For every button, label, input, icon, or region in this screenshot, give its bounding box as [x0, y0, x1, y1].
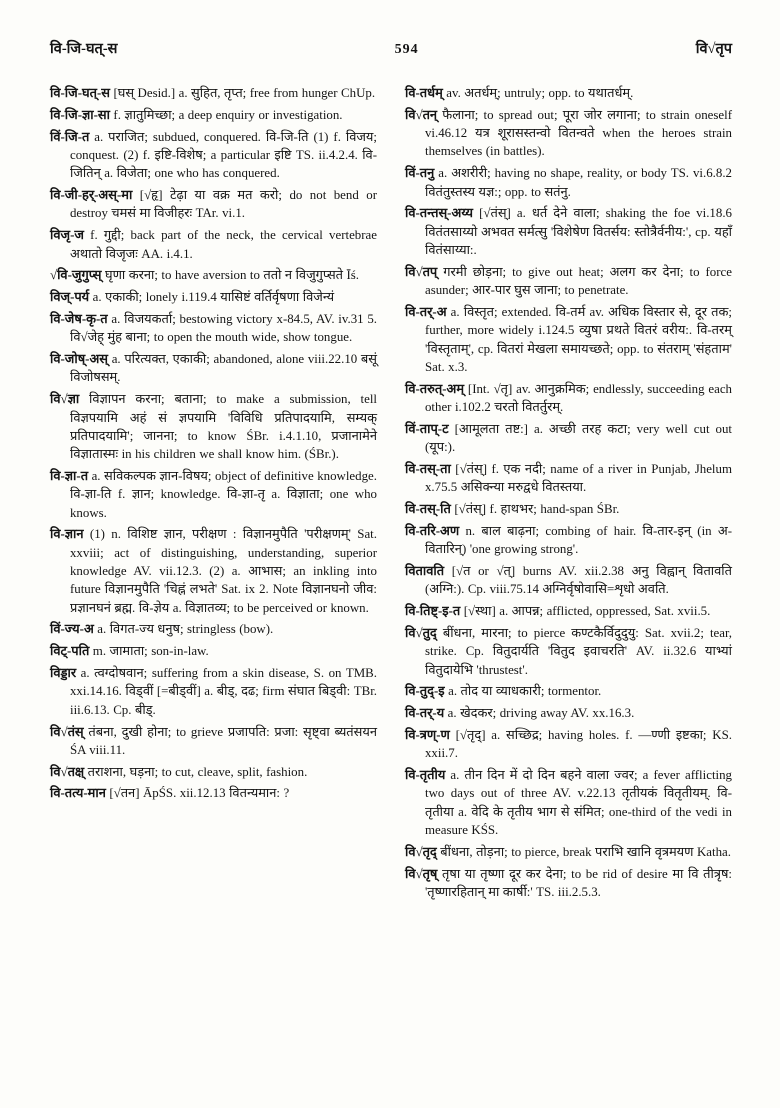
- entry-body: [आमूलता तष्ट:] a. अच्छी तरह कटा; very well cut out (यूप:).: [424, 421, 732, 455]
- dictionary-entry: [405, 500, 732, 518]
- entry-body: [Int. √तृ] av. आनुक्रमिक; endlessly, succeeding each other i.102.2 चरतो वितर्तुरम्.: [424, 381, 732, 414]
- dictionary-entry: [405, 106, 732, 161]
- dictionary-entry: [50, 784, 377, 802]
- dictionary-entry: [405, 303, 732, 376]
- entry-body: बींधना, तोड़ना; to pierce, break पराभि खानि वृत्रमयण Katha.: [436, 844, 731, 859]
- dictionary-entry: [50, 310, 377, 347]
- entry-headword: विं-तनु: [405, 166, 435, 181]
- entry-body: [√तन] ĀpŚS. xii.12.13 वितन्यमान: ?: [105, 786, 290, 801]
- entry-headword: वि-तरि-अण: [405, 523, 460, 538]
- entry-body: [√तंस्] f. एक नदी; name of a river in Punjab, Jhelum x.75.5 असिक्न्या मरुद्वधे वितस्तया.: [424, 461, 732, 495]
- entry-body: तंबना, दुखी होना; to grieve प्रजापति: प्रजा: सृष्ट्वा ब्यतंसयन ŚA viii.11.: [69, 724, 377, 757]
- dictionary-entry: [405, 602, 732, 620]
- entry-body: a. अशरीरी; having no shape, reality, or body TS. vi.6.8.2 वितंतुस्तस्य यज्ञ:; opp. to सतंनु.: [424, 166, 732, 199]
- running-head-left: वि-जि-घत्-स: [50, 41, 118, 57]
- entry-headword: वि√तक्ष्: [50, 764, 85, 779]
- entry-headword: वि√ज्ञा: [50, 392, 80, 407]
- entry-body: घृणा करना; to have aversion to ततो न विजुगुप्सते Īś.: [101, 268, 360, 283]
- entry-body: (1) n. विशिष्ट ज्ञान, परीक्षण : विज्ञानमुपैति 'परीक्षणम्' Sat. xxviii; act of distinguishing, understanding, superior knowledge AV. vii.12.3. (2) a. आभास; an inkling into future विज्ञानमुपैति 'चिह्नं लभते' Sat. ix 2. Note विज्ञानघनो जीव: प्रज्ञानघनं ब्रह्म. वि-ज्ञेय a. विज्ञातव्य; to be perceived or known.: [69, 527, 377, 615]
- entry-headword: वि-जोष्-अस्: [50, 352, 109, 367]
- dictionary-entry: [405, 843, 732, 861]
- entry-body: [√तृद्] a. सच्छिद्र; having holes. f. —ण्णी इष्टका; KS. xxii.7.: [424, 728, 732, 761]
- entry-body: a. विस्तृत; extended. वि-तर्म av. अधिक विस्तार से, दूर तक; further, more widely i.124.5 व्युषा प्रथते वितरं वरीय:. वि-तरम् 'विस्तृताम्', cp. वितरां मेखला समायच्छते; opp. to संतराम् 'संहताम' Sat. x.3.: [424, 304, 732, 374]
- running-head-right: वि√तृप: [695, 41, 732, 57]
- dictionary-entry: [405, 164, 732, 201]
- column-left: [50, 84, 377, 905]
- dictionary-entry: [405, 682, 732, 700]
- dictionary-entry: [50, 763, 377, 781]
- entry-headword: वि-तस्-ता: [405, 461, 451, 476]
- entry-headword: वि-तर्-य: [405, 706, 445, 721]
- dictionary-entry: [50, 467, 377, 522]
- entry-headword: वि-तिष्ट्-इ-त: [405, 604, 461, 619]
- dictionary-entry: [405, 522, 732, 559]
- dictionary-entry: [50, 128, 377, 183]
- dictionary-entry: [405, 420, 732, 457]
- dictionary-entry: [405, 865, 732, 902]
- page-header: [50, 38, 732, 58]
- entry-body: [√त or √त्] burns AV. xii.2.38 अनु विह्वान् वितावति (अग्नि:). Cp. viii.75.14 अग्निर्वृषोवासि=शृधो अवति.: [424, 564, 732, 597]
- entry-body: विज्ञापन करना; बताना; to make a submission, tell विज्ञपयामि अहं सं ज्ञपयामि 'विविधि प्रतिपादयामि, सम्यक् प्रतिपादयामि'; जानना; to know ŚBr. i.4.1.10, प्रजानामेने विज्ञातास्मः in his children we shall know him. (ŚBr.).: [69, 392, 377, 462]
- entry-headword: विं-ताप्-ट: [405, 421, 449, 436]
- entry-headword: √वि-जुगुप्स्: [50, 268, 102, 283]
- dictionary-entry: [50, 186, 377, 223]
- entry-body: a. एकाकी; lonely i.119.4 यासिष्टं वर्तिर्वृषणा विजेन्यं: [89, 290, 335, 305]
- entry-headword: वि-तर्-अ: [405, 304, 447, 319]
- dictionary-entry: [50, 620, 377, 638]
- entry-body: a. विजयकर्ता; bestowing victory x-84.5, AV. iv.31 5. वि√जेह् मुंह बाना; to open the mouth wide, show tongue.: [69, 311, 377, 345]
- entry-body: a. त्वग्दोषवान; suffering from a skin disease, S. on TMB. xxi.14.16. विड्वीं [=बीड्वीं] a. बीड्, दढ; firm संघात बिड्वी: TBr. iii.6.13. Cp. बीड्.: [69, 666, 377, 717]
- dictionary-columns: [50, 84, 732, 905]
- entry-headword: वि-जेष-कृ-त: [50, 311, 108, 326]
- entry-body: a. तोद या व्याधकारी; tormentor.: [444, 684, 602, 699]
- entry-body: m. जामाता; son-in-law.: [89, 644, 209, 659]
- entry-headword: वि-ज्ञान: [50, 527, 84, 542]
- entry-headword: विं-जि-त: [50, 129, 90, 144]
- entry-body: a. तीन दिन में दो दिन बहने वाला ज्वर; a fever afflicting two days out of three AV. v.22.13 तृतीयकं वितृतीयम्. वि-तृतीया a. वेदि के तृतीय भाग से संमित; one-third of the vedi in measure KŚS.: [424, 768, 732, 838]
- dictionary-entry: [405, 380, 732, 417]
- dictionary-entry: [50, 664, 377, 719]
- dictionary-entry: [405, 704, 732, 722]
- entry-headword: वि-जि-ज्ञा-सा: [50, 107, 110, 122]
- entry-body: a. खेदकर; driving away AV. xx.16.3.: [444, 706, 635, 721]
- entry-headword: विट्-पति: [50, 644, 90, 659]
- dictionary-entry: [405, 460, 732, 497]
- dictionary-entry: [405, 624, 732, 679]
- column-right: [405, 84, 732, 905]
- entry-body: a. पराजित; subdued, conquered. वि-जि-ति (1) f. विजय; conquest. (2) f. इष्टि-विशेष; a particular इष्टि TS. ii.4.2.4. वि-जितिन् a. विजेता; one who has conquered.: [69, 129, 377, 181]
- entry-headword: वि-तृतीय: [405, 768, 446, 783]
- dictionary-entry: [405, 84, 732, 102]
- entry-headword: वि√तप्: [405, 264, 438, 279]
- entry-headword: वि√तुद्: [405, 625, 437, 640]
- dictionary-entry: [405, 562, 732, 599]
- dictionary-entry: [50, 84, 377, 102]
- dictionary-entry: [405, 766, 732, 839]
- entry-headword: वि-ज्ञा-त: [50, 468, 89, 483]
- dictionary-entry: [405, 204, 732, 259]
- entry-headword: वि-तत्य-मान: [50, 786, 106, 801]
- entry-headword: वि-तुद्-इ: [405, 684, 445, 699]
- entry-body: [√स्था] a. आपन्न; afflicted, oppressed, Sat. xvii.5.: [460, 604, 711, 619]
- entry-body: बींधना, मारना; to pierce कण्टकैर्विदुदुयु: Sat. xvii.2; tear, strike. Cp. वितुदार्यति 'वितुद इवाचरति' AV. ii.32.6 याभ्यां वितुदायेभि 'thrustest'.: [424, 625, 732, 677]
- entry-body: तराशना, घड़ना; to cut, cleave, split, fashion.: [84, 764, 308, 779]
- entry-body: तृषा या तृष्णा दूर कर देना; to be rid of desire मा वि तीत्रृष: 'तृष्णारहितान् मा कार्षी:' TS. iii.2.5.3.: [424, 866, 732, 899]
- entry-headword: वि-तस्-ति: [405, 502, 451, 517]
- dictionary-entry: [50, 390, 377, 463]
- entry-headword: वि√तृष्: [405, 866, 438, 881]
- dictionary-entry: [50, 350, 377, 387]
- dictionary-entry: [50, 525, 377, 617]
- entry-headword: वि-त्रण्-ण: [405, 728, 450, 742]
- entry-body: [√तंस्] f. हाथभर; hand-span ŚBr.: [450, 502, 620, 517]
- dictionary-entry: [50, 288, 377, 306]
- entry-body: a. विगत-ज्य धनुष; stringless (bow).: [93, 622, 274, 637]
- dictionary-entry: [50, 723, 377, 760]
- entry-headword: वि-तन्तस्-अय्य: [405, 206, 474, 221]
- entry-body: गरमी छोड़ना; to give out heat; अलग कर देना; to force asunder; आर-पार घुस जाना; to penetrate.: [424, 264, 732, 298]
- entry-body: f. ज्ञातुमिच्छा; a deep enquiry or investigation.: [109, 107, 343, 122]
- dictionary-entry: [50, 642, 377, 660]
- entry-headword: विज्-पर्य: [50, 290, 90, 305]
- entry-headword: विं-ज्य-अ: [50, 622, 94, 637]
- dictionary-entry: [50, 106, 377, 124]
- dictionary-entry: [405, 726, 732, 763]
- entry-body: फैलाना; to spread out; पूरा जोर लगाना; to strain oneself vi.46.12 यत्र शूरासस्तन्वो वितन्वते when the heroes strain themselves (in battles).: [424, 107, 732, 159]
- entry-headword: वि-तरुत्-अम्: [405, 381, 465, 396]
- entry-body: a. सविकल्पक ज्ञान-विषय; object of definitive knowledge. वि-ज्ञा-ति f. ज्ञान; knowledge. वि-ज्ञा-तृ a. विज्ञाता; one who knows.: [69, 468, 377, 520]
- entry-body: [√हृ] टेढ़ा या वक्र मत करो; do not bend or destroy चमसं मा विजीहरः TAr. vi.1.: [69, 188, 377, 221]
- entry-headword: वि√तन्: [405, 107, 438, 122]
- entry-body: n. बाल बाढ़ना; combing of hair. वि-तार-इन् (in अ-वितारिन्) 'one growing strong'.: [424, 523, 732, 557]
- entry-body: f. गुद्दी; back part of the neck, the cervical vertebrae अथातो विजृजः AA. i.4.1.: [69, 228, 377, 261]
- entry-headword: वि√तृद्: [405, 844, 437, 859]
- entry-headword: वि-जि-घत्-स: [50, 86, 110, 100]
- dictionary-entry: [50, 226, 377, 263]
- dictionary-entry: [50, 266, 377, 284]
- entry-body: [घस् Desid.] a. सुहित, तृप्त; free from hunger ChUp.: [109, 86, 376, 100]
- entry-body: [√तंस्] a. धर्त देने वाला; shaking the foe vi.18.6 वितंतसाय्यो अभवत सर्मत्सु 'विशेषेण वितर्सय: स्तोत्रैर्वनीय:', cp. यहाँ वितंसाय्या:.: [424, 206, 732, 257]
- page-number: 594: [394, 42, 419, 57]
- entry-headword: वितावति: [405, 564, 445, 578]
- entry-headword: वि-तर्धम्: [405, 86, 443, 100]
- entry-headword: वि√तंस्: [50, 724, 84, 739]
- dictionary-entry: [405, 263, 732, 300]
- entry-headword: वि-जी-हर्-अस्-मा: [50, 188, 133, 203]
- entry-headword: विजृ-ज: [50, 228, 84, 243]
- entry-body: a. परित्यक्त, एकाकी; abandoned, alone viii.22.10 बसूं विजोषसम्.: [69, 352, 377, 385]
- entry-body: av. अतर्धम्; untruly; opp. to यथातर्धम्.: [442, 86, 634, 100]
- entry-headword: विड्डार: [50, 666, 77, 681]
